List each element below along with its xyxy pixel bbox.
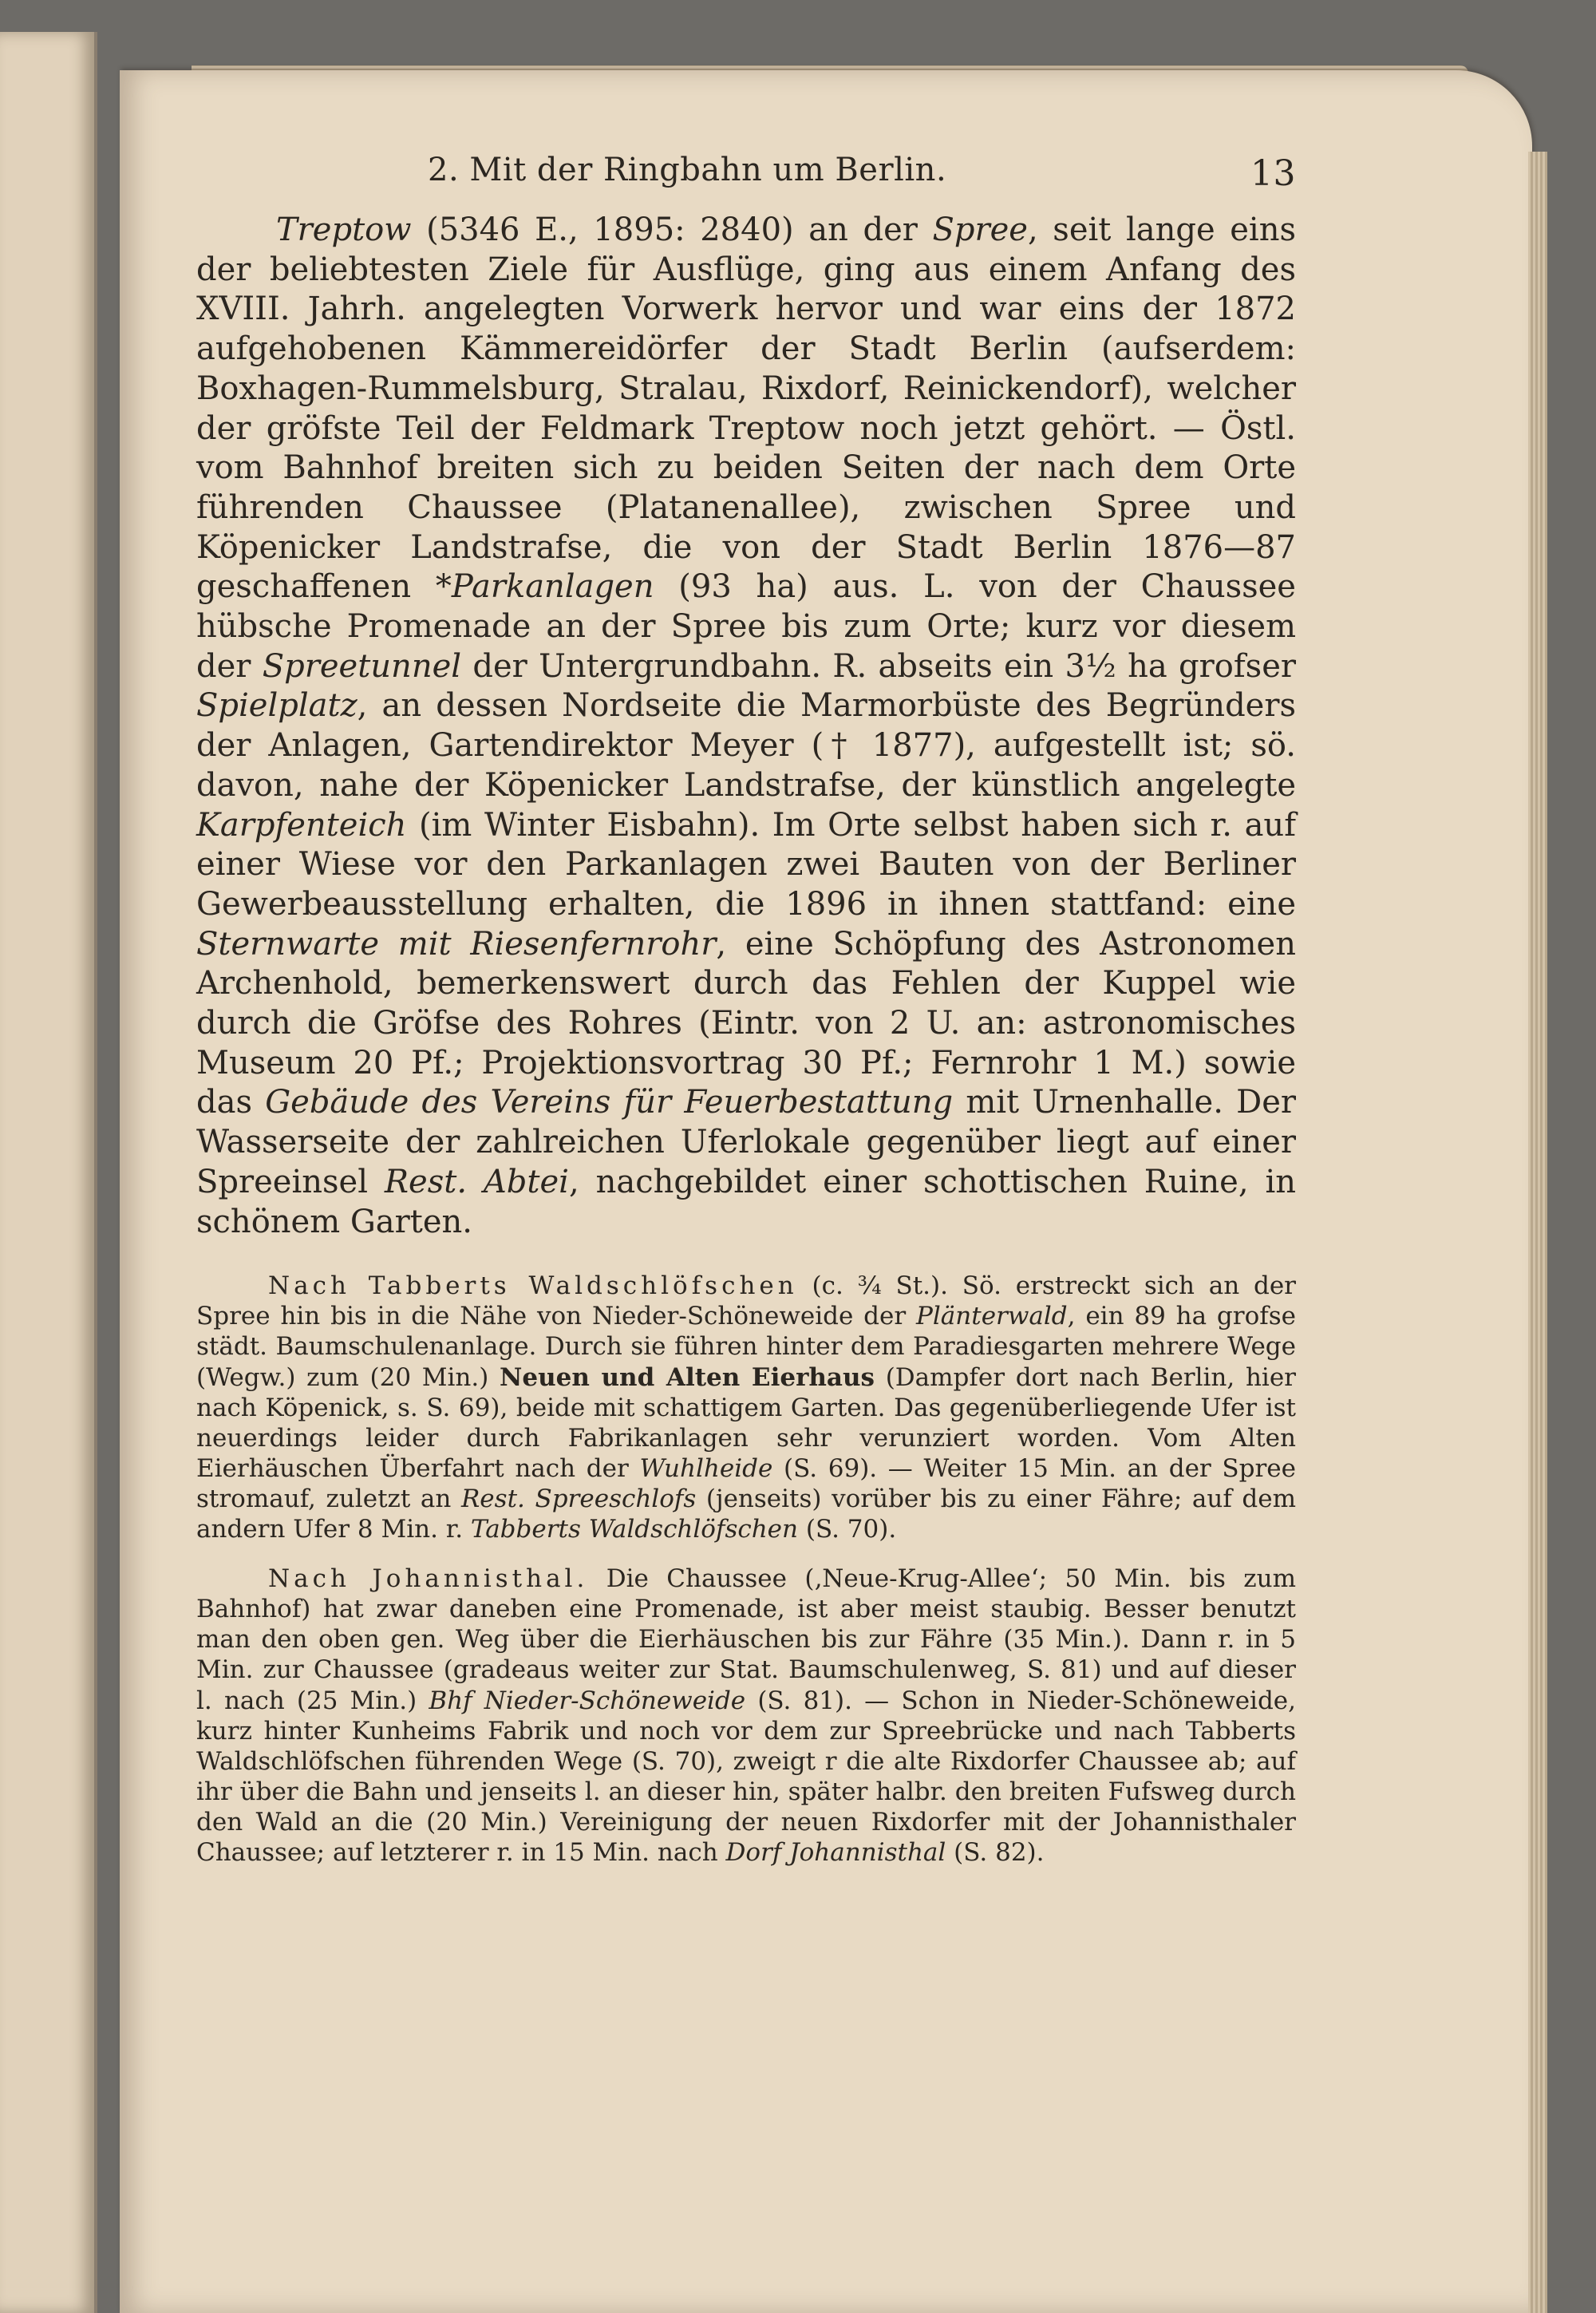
text-segment: (5346 E., 1895: 2840) an der: [411, 212, 933, 248]
place-plaenterwald: Plänterwald: [916, 1302, 1068, 1331]
left-page-edge: [0, 32, 97, 2313]
note-tabberts: [196, 1271, 1296, 1544]
text-segment: Die Chaussee (‚Neue-Krug-Allee‘; 50 Min. bis zum Bahnhof) hat zwar daneben eine Promenade, ist aber meist staubig. Besser benutzt man den oben gen. Weg über die Eierhäuschen bis zur Fähre (35 Min.). Dann r. in 5 Min. zur Chaussee (gradeaus weiter zur Stat. Baumschulenweg, S. 81) und auf dieser l. nach (25 Min.): [196, 1564, 1296, 1715]
place-sternwarte: Sternwarte mit Riesenfernrohr: [196, 925, 717, 963]
text-segment: mit Urnenhalle. Der Wasserseite der zahlreichen Uferlokale gegenüber liegt auf einer Spreeinsel: [196, 1084, 1296, 1200]
text-segment: , ein 89 ha grofse städt. Baumschulenanlage. Durch sie führen hinter dem Paradiesgarten mehrere Wege (Wegw.) zum (20 Min.): [196, 1302, 1296, 1392]
place-spreeschloss: Rest. Spreeschlofs: [460, 1484, 697, 1513]
text-segment: (jenseits) vorüber bis zu einer Fähre; auf dem andern Ufer 8 Min. r.: [196, 1484, 1296, 1544]
place-gebaeude: Gebäude des Vereins für Feuerbestattung: [265, 1084, 954, 1121]
note-johannisthal: [196, 1564, 1296, 1868]
place-dorf-johannisthal: Dorf Johannisthal: [725, 1837, 946, 1867]
text-segment: , eine Schöpfung des Astronomen Archenhold, bemerkenswert durch das Fehlen der Kuppel wie durch die Gröfse des Rohres (Eintr. von 2 U. an: astronomisches Museum 20 Pf.; Projektionsvortrag 30 Pf.; Fernrohr 1 M.) sowie das: [196, 925, 1296, 1121]
text-segment: (c. ¾ St.). Sö. erstreckt sich an der Spree hin bis in die Nähe von Nieder-Schöneweide der: [196, 1271, 1296, 1331]
place-bhf-nieder-schoeneweide: Bhf Nieder-Schöneweide: [429, 1686, 746, 1715]
text-segment: , an dessen Nordseite die Marmorbüste des Begründers der Anlagen, Gartendirektor Meyer († 1877), aufgestellt ist; sö. davon, nahe der Köpenicker Landstrafse, der künstlich angelegte: [196, 687, 1296, 804]
text-segment: (im Winter Eisbahn). Im Orte selbst haben sich r. auf einer Wiese vor den Parkanlagen zwei Bauten von der Berliner Gewerbeausstellung erhalten, die 1896 in ihnen stattfand: eine: [196, 806, 1296, 923]
place-spielplatz: Spielplatz: [196, 687, 358, 725]
chapter-title: 2. Mit der Ringbahn um Berlin.: [428, 152, 947, 188]
place-parkanlagen: Parkanlagen: [451, 568, 654, 606]
place-wuhlheide: Wuhlheide: [639, 1453, 773, 1483]
note-heading: Nach Tabberts Waldschlöfschen: [268, 1271, 798, 1301]
page-content: [196, 152, 1296, 1868]
place-spreetunnel: Spreetunnel: [262, 647, 462, 685]
text-segment: (93 ha) aus. L. von der Chaussee hübsche Promenade an der Spree bis zum Orte; kurz vor diesem der: [196, 568, 1296, 685]
text-segment: (S. 70).: [798, 1515, 897, 1544]
place-spree: Spree: [932, 212, 1028, 248]
place-abtei: Rest. Abtei: [384, 1163, 569, 1200]
main-paragraph: [196, 211, 1296, 1242]
text-segment: (S. 81). — Schon in Nieder-Schöneweide, kurz hinter Kunheims Fabrik und noch vor dem zur Spreebrücke und nach Tabberts Waldschlöfschen führenden Wege (S. 70), zweigt r die alte Rixdorfer Chaussee ab; auf ihr über die Bahn und jenseits l. an dieser hin, später halbr. den breiten Fufsweg durch den Wald an die (20 Min.) Vereinigung der neuen Rixdorfer mit der Johannisthaler Chaussee; auf letzterer r. in 15 Min. nach: [196, 1686, 1296, 1867]
text-segment: (S. 69). — Weiter 15 Min. an der Spree stromauf, zuletzt an: [196, 1453, 1296, 1513]
text-segment: , seit lange eins der beliebtesten Ziele für Ausflüge, ging aus einem Anfang des XVIII. Jahrh. angelegten Vorwerk hervor und war eins der 1872 aufgehobenen Kämmereidörfer der Stadt Berlin (aufserdem: Boxhagen-Rummelsburg, Stralau, Rixdorf, Reinickendorf), welcher der gröfste Teil der Feldmark Treptow noch jetzt gehört. — Östl. vom Bahnhof breiten sich zu beiden Seiten der nach dem Orte führenden Chaussee (Platanenallee), zwischen Spree und Köpenicker Landstrafse, die von der Stadt Berlin 1876—87 geschaffenen *: [196, 212, 1297, 606]
text-segment: , nachgebildet einer schottischen Ruine, in schönem Garten.: [196, 1163, 1297, 1240]
text-segment: (S. 82).: [946, 1837, 1045, 1867]
running-head: [196, 152, 1296, 203]
text-segment: der Untergrundbahn. R. abseits ein 3½ ha grofser: [461, 647, 1296, 685]
page-number: 13: [1250, 153, 1296, 194]
place-treptow: Treptow: [276, 212, 412, 248]
note-heading: Nach Johannisthal.: [268, 1564, 589, 1594]
text-segment: (Dampfer dort nach Berlin, hier nach Köpenick, s. S. 69), beide mit schattigem Garten. Das gegenüberliegende Ufer ist neuerdings leider durch Fabrikanlagen sehr verunziert worden. Vom Alten Eierhäuschen Überfahrt nach der: [196, 1362, 1296, 1483]
place-eierhaus: Neuen und Alten Eierhaus: [500, 1362, 875, 1392]
place-karpfenteich: Karpfenteich: [196, 806, 407, 844]
place-tabberts: Tabberts Waldschlöfschen: [470, 1515, 798, 1544]
page-edges-right: [1528, 152, 1547, 2313]
